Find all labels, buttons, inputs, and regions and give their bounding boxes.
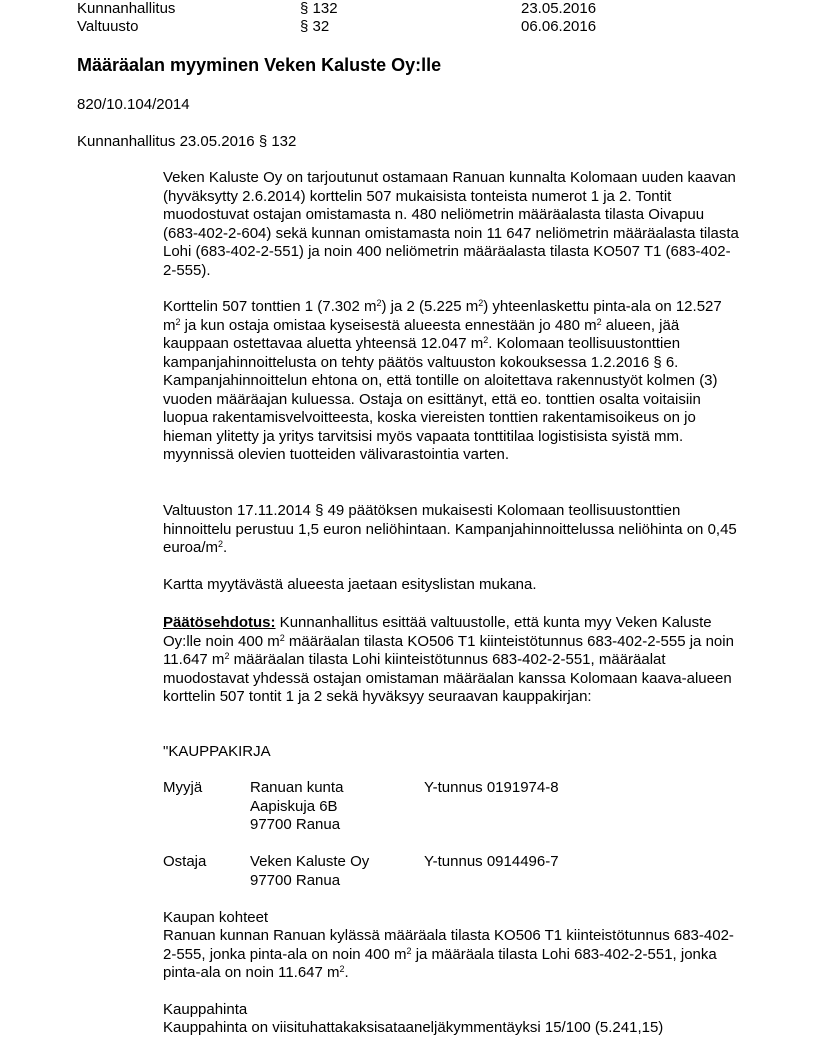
- buyer-address: [250, 853, 369, 890]
- paragraph-pricing: Valtuuston 17.11.2014 § 49 päätöksen mukaisesti Kolomaan teollisuustonttien hinnoittelu perustuu 1,5 euron neliöhintaan. Kampanjahinnoittelussa neliöhinta on 0,45 euroa/$m^2$.: [163, 502, 737, 556]
- price-text: Kauppahinta on viisituhattakaksisataaneljäkymmentäyksi 15/100 (5.241,15): [163, 1019, 664, 1036]
- buyer-city: 97700 Ranua: [250, 871, 341, 889]
- paragraph-offer: Veken Kaluste Oy on tarjoutunut ostamaan Ranuan kunnalta Kolomaan uuden kaavan (hyväksytty 2.6.2014) korttelin 507 mukaisista tonteista numerot 1 ja 2. Tontit muodostuvat ostajan omistamasta n. 480 neliömetrin määräalasta tilasta Oivapuu (683-402-2-604) sekä kunnan omistamasta noin 11 647 neliömetrin määräalasta tilasta Lohi (683-402-2-551) ja noin 400 neliömetrin määräalasta tilasta KO507 T1 (683-402-2-555).: [163, 169, 739, 279]
- contract-heading: "KAUPPAKIRJA: [163, 743, 271, 760]
- paragraph-map: Kartta myytävästä alueesta jaetaan esityslistan mukana.: [163, 576, 537, 593]
- seller-name: Ranuan kunta: [250, 779, 344, 796]
- objects-heading: Kaupan kohteet: [163, 909, 269, 926]
- buyer-block: [163, 853, 723, 893]
- seller-block: [163, 779, 723, 839]
- case-number: 820/10.104/2014: [77, 96, 190, 113]
- seller-street: Aapiskuja 6B: [250, 797, 338, 815]
- buyer-ytunnus: Y-tunnus 0914496-7: [424, 853, 559, 870]
- document-title: Määräalan myyminen Veken Kaluste Oy:lle: [77, 55, 442, 75]
- paragraph-area: Korttelin 507 tonttien 1 (7.302 $m^2$) ja 2 (5.225 $m^2$) yhteenlaskettu pinta-ala on 12.527 $m^2$ ja kun ostaja omistaa kyseisestä alueesta ennestään jo 480 $m^2$ alueen, jää kauppaan ostettavaa aluetta yhteensä 12.047 $m^2$. Kolomaan teollisuustonttien kampanjahinnoittelusta on tehty päätös valtuuston kokouksessa 1.2.2016 § 6. Kampanjahinnoittelun ehtona on, että tontille on aloitettava rakennustyöt kolmen (3) vuoden määräajan kuluessa. Ostaja on esittänyt, että eo. tonttien osalta voitaisiin luopua rakentamisvelvoitteesta, koska viereisten tonttien rakentamisoikeus on jo hieman ylitetty ja yritys tarvitsisi myös vapaata tonttitilaa logistisista syistä mm. myynnissä olevien tuotteiden välivarastointia varten.: [163, 298, 722, 463]
- header-date: 06.06.2016: [521, 18, 597, 35]
- seller-ytunnus: Y-tunnus 0191974-8: [424, 779, 559, 796]
- paragraph-proposal: Päätösehdotus: Kunnanhallitus esittää valtuustolle, että kunta myy Veken Kaluste Oy:lle noin 400 $m^2$ määräalan tilasta KO506 T1 kiinteistötunnus 683-402-2-555 ja noin 11.647 $m^2$ määräalan tilasta Lohi kiinteistötunnus 683-402-2-551, määräalat muodostavat yhdessä ostajan omistaman määräalan kanssa Kolomaan kaava-alueen korttelin 507 tontit 1 ja 2 sekä hyväksyy seuraavan kauppakirjan:: [163, 614, 734, 705]
- buyer-name: Veken Kaluste Oy: [250, 853, 370, 870]
- header-row-council: [77, 18, 777, 36]
- proposal-label: Päätösehdotus:: [163, 614, 276, 631]
- buyer-role: Ostaja: [163, 853, 207, 870]
- seller-city: 97700 Ranua: [250, 816, 341, 833]
- header-section: § 32: [300, 18, 330, 35]
- header-body: Kunnanhallitus: [77, 0, 176, 17]
- objects-text: Ranuan kunnan Ranuan kylässä määräala tilasta KO506 T1 kiinteistötunnus 683-402-2-555, jonka pinta-ala on noin 400 $m^2$ ja määräala tilasta Lohi 683-402-2-551, jonka pinta-ala on noin 11.647 $m^2$.: [163, 927, 734, 981]
- meeting-reference: Kunnanhallitus 23.05.2016 § 132: [77, 133, 297, 150]
- header-body: Valtuusto: [77, 18, 139, 35]
- header-date: 23.05.2016: [521, 0, 597, 17]
- seller-address: [250, 779, 343, 835]
- price-heading: Kauppahinta: [163, 1001, 248, 1018]
- header-section: § 132: [300, 0, 338, 17]
- seller-role: Myyjä: [163, 779, 203, 796]
- header-row-board: [77, 0, 777, 18]
